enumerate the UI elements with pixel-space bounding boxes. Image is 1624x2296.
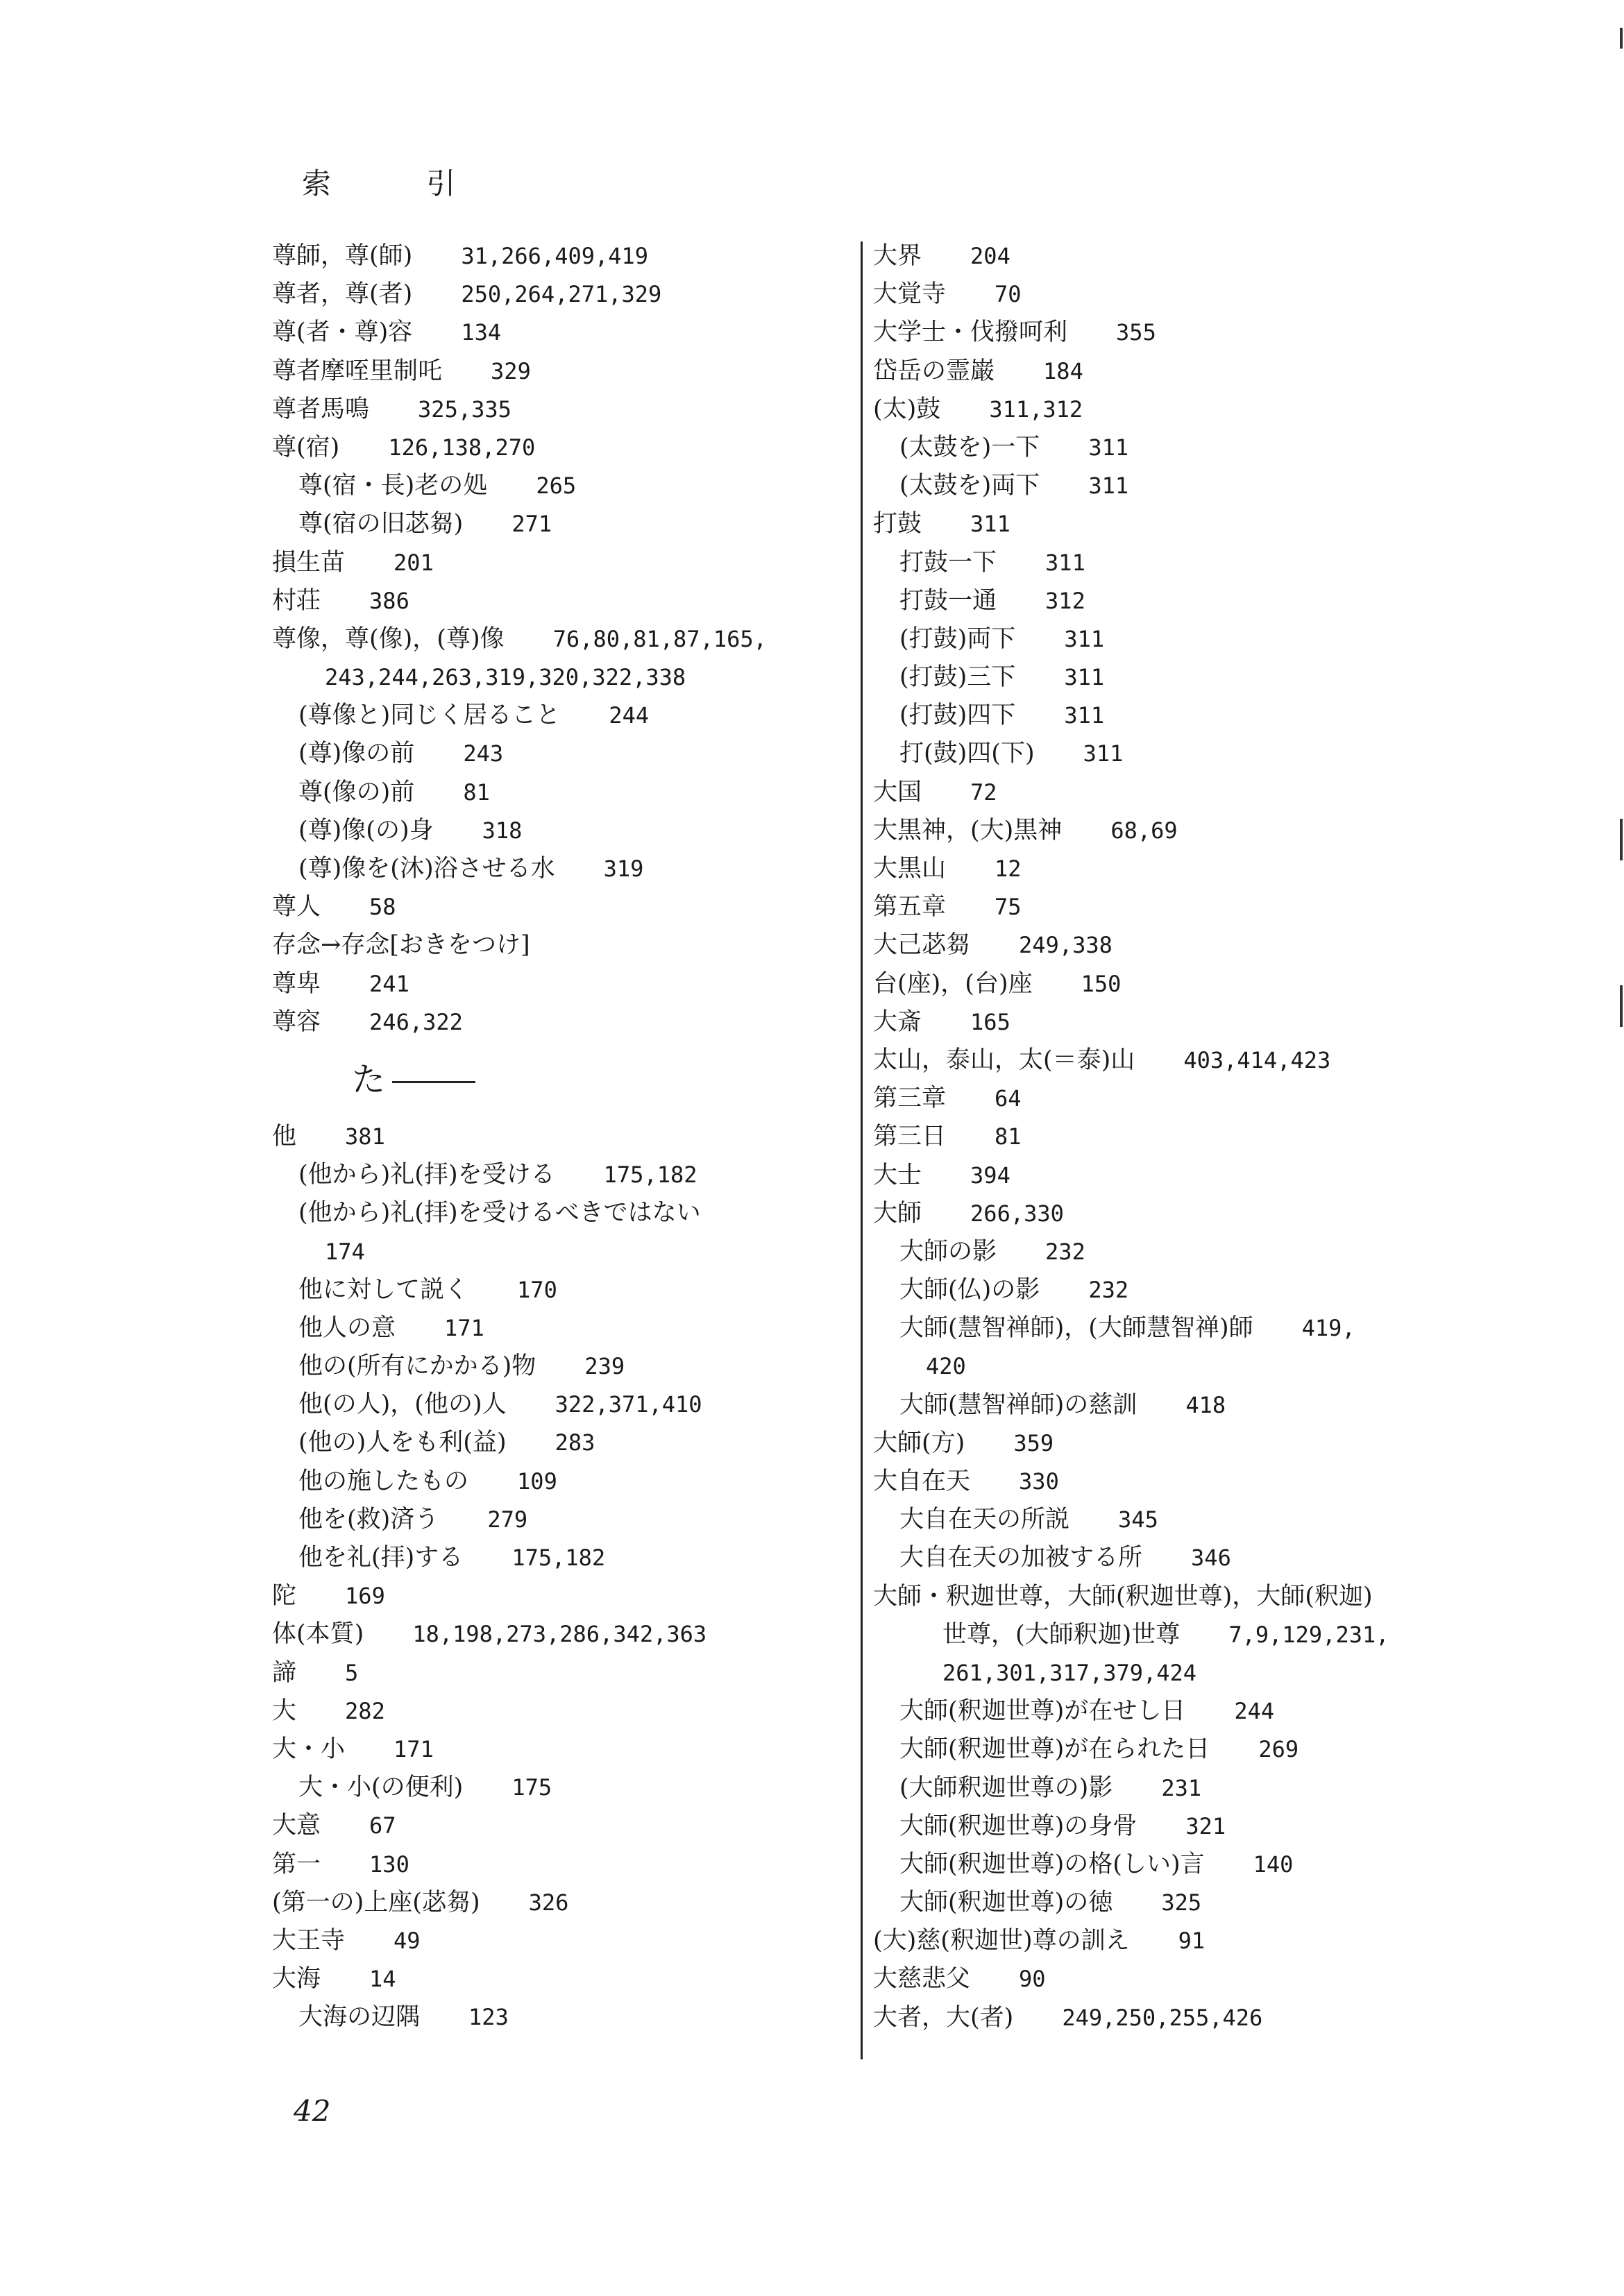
index-term: 大海の辺隅 <box>298 2003 421 2032</box>
index-entry <box>873 1769 1449 1808</box>
index-entry <box>272 620 848 658</box>
index-term: 大師(慧智禅師)の慈訓 <box>899 1391 1137 1419</box>
index-term: (太鼓を)一下 <box>899 433 1040 461</box>
index-entry <box>873 1347 1449 1386</box>
index-entry <box>873 391 1449 429</box>
index-pages: 165 <box>970 1008 1010 1035</box>
index-term: 尊(宿・長)老の処 <box>298 472 488 500</box>
index-entry <box>873 1118 1449 1156</box>
index-term: 打鼓一通 <box>899 586 997 615</box>
index-term: 岱岳の霊巌 <box>873 357 995 385</box>
index-term: 尊者馬鳴 <box>272 395 370 423</box>
index-term: 尊(宿の旧苾芻) <box>298 510 464 538</box>
index-pages: 319 <box>603 856 644 882</box>
index-term: 大師 <box>873 1199 922 1227</box>
index-entry <box>272 1347 848 1386</box>
index-entry <box>272 1846 848 1884</box>
index-term: 尊卑 <box>272 969 321 998</box>
index-term: 村荘 <box>272 586 321 615</box>
index-pages: 171 <box>394 1735 434 1762</box>
index-term: 大黒神，(大)黒神 <box>873 816 1063 844</box>
index-pages: 241 <box>369 970 409 997</box>
index-entry <box>272 391 848 429</box>
index-term: (太)鼓 <box>873 395 941 423</box>
index-entry <box>272 1118 848 1156</box>
index-pages: 123 <box>468 2004 509 2031</box>
index-term: 体(本質) <box>272 1620 364 1649</box>
index-entry <box>873 1539 1449 1577</box>
index-entry <box>873 1960 1449 1998</box>
index-term: 他の施したもの <box>298 1467 469 1495</box>
index-entry <box>272 812 848 850</box>
index-pages: 419, <box>1301 1315 1355 1342</box>
index-entry <box>272 1386 848 1424</box>
index-entry <box>272 697 848 735</box>
index-entry <box>873 429 1449 467</box>
index-term: 大士 <box>873 1161 922 1189</box>
index-pages: 239 <box>584 1353 625 1380</box>
index-term: 大慈悲父 <box>873 1965 971 1993</box>
index-entry <box>873 888 1449 926</box>
index-entry <box>873 314 1449 352</box>
section-heading-label: た <box>352 1060 386 1099</box>
index-pages: 70 <box>995 281 1022 308</box>
index-pages: 271 <box>511 511 552 538</box>
index-term: 太山，泰山，太(＝泰)山 <box>873 1046 1135 1074</box>
page-header: 索 引 <box>302 167 499 201</box>
index-entry <box>272 1424 848 1462</box>
index-entry <box>272 314 848 352</box>
index-term: 諦 <box>272 1658 297 1687</box>
index-pages: 170 <box>517 1276 557 1303</box>
index-entry <box>873 1730 1449 1769</box>
index-term: 大師(釈迦世尊)の身骨 <box>899 1812 1137 1840</box>
index-pages: 311 <box>970 511 1010 538</box>
index-term: 尊(像の)前 <box>298 778 415 806</box>
index-pages: 232 <box>1045 1238 1085 1265</box>
index-pages: 279 <box>487 1506 528 1533</box>
index-entry <box>873 1425 1449 1463</box>
index-entry <box>272 965 848 1003</box>
index-term: 尊者摩咥里制吒 <box>272 357 443 385</box>
index-entry <box>272 658 848 697</box>
index-pages: 325,335 <box>418 396 511 423</box>
index-entry <box>873 1041 1449 1080</box>
index-entry <box>873 1157 1449 1195</box>
index-column-right <box>873 237 1449 2037</box>
index-term: (尊像と)同じく居ること <box>298 701 561 730</box>
index-pages: 346 <box>1191 1545 1231 1572</box>
index-term: (他の)人をも利(益) <box>298 1429 507 1457</box>
index-pages: 321 <box>1185 1812 1226 1839</box>
index-term: 大自在天の加被する所 <box>899 1544 1143 1572</box>
index-term: 大師の影 <box>899 1237 997 1266</box>
index-pages: 322,371,410 <box>555 1391 702 1418</box>
index-entry <box>272 888 848 926</box>
index-entry <box>873 1578 1449 1616</box>
index-pages: 269 <box>1258 1736 1299 1763</box>
index-term: 大界 <box>873 242 922 270</box>
index-pages: 91 <box>1178 1928 1206 1955</box>
index-entry <box>272 735 848 773</box>
index-entry <box>272 926 848 964</box>
index-term: 大国 <box>873 778 922 806</box>
index-pages: 72 <box>970 779 997 806</box>
index-entry <box>873 1233 1449 1271</box>
index-pages: 134 <box>461 319 502 346</box>
index-entry <box>272 1998 848 2036</box>
index-entry <box>873 1501 1449 1539</box>
index-term: 他人の意 <box>298 1313 396 1342</box>
index-entry <box>272 1233 848 1271</box>
index-pages: 68,69 <box>1110 817 1178 844</box>
section-rule <box>392 1081 475 1083</box>
index-term: 大自在天 <box>873 1468 971 1495</box>
index-term: 大己苾芻 <box>873 931 971 960</box>
index-term: 世尊，(大師釈迦)世尊 <box>942 1620 1181 1649</box>
index-entry <box>873 1463 1449 1501</box>
index-term: 尊師，尊(師) <box>272 242 413 270</box>
index-pages: 18,198,273,286,342,363 <box>412 1621 707 1648</box>
column-divider <box>861 241 863 2059</box>
index-pages: 329 <box>491 357 531 384</box>
index-pages: 175,182 <box>511 1545 606 1571</box>
index-entry <box>873 697 1449 735</box>
index-term: 他の(所有にかかる)物 <box>298 1352 536 1381</box>
index-pages: 76,80,81,87,165, <box>552 625 767 652</box>
index-pages: 58 <box>369 894 396 921</box>
index-term: 大学士・伐撥呵利 <box>873 318 1068 347</box>
index-entry <box>272 1501 848 1539</box>
index-entry <box>272 1577 848 1615</box>
index-entry <box>272 1884 848 1922</box>
index-entry <box>272 1960 848 1998</box>
index-pages: 175,182 <box>603 1162 697 1189</box>
index-pages: 171 <box>444 1314 484 1341</box>
index-term: (尊)像を(沐)浴させる水 <box>298 855 555 883</box>
index-term: 第五章 <box>873 893 947 921</box>
index-term: 大自在天の所説 <box>899 1506 1070 1534</box>
index-term: (他から)礼(拝)を受けるべきではない <box>298 1199 701 1227</box>
index-term: 尊像，尊(像)，(尊)像 <box>272 624 505 653</box>
index-pages: 175 <box>511 1774 552 1801</box>
index-entry <box>873 812 1449 850</box>
section-heading <box>272 1041 848 1118</box>
index-entry <box>873 544 1449 582</box>
index-term: (大)慈(釈迦世)尊の訓え <box>873 1927 1130 1955</box>
index-entry <box>873 1922 1449 1960</box>
index-term: (尊)像(の)身 <box>298 816 434 844</box>
index-term: 存念→存念[おきをつけ] <box>272 931 530 960</box>
index-pages: 81 <box>463 779 490 806</box>
index-term: 打鼓一下 <box>899 548 997 577</box>
index-term: 尊(宿) <box>272 433 340 461</box>
index-entry <box>873 352 1449 391</box>
index-term: (大師釈迦世尊の)影 <box>899 1774 1113 1802</box>
index-pages: 311 <box>1045 549 1085 576</box>
index-pages: 67 <box>369 1812 396 1839</box>
index-term: 大師(方) <box>873 1429 965 1457</box>
index-column-left <box>272 237 848 2036</box>
index-term: (打鼓)両下 <box>899 624 1016 653</box>
index-term: 台(座)，(台)座 <box>873 969 1033 998</box>
index-term: (打鼓)三下 <box>899 663 1016 692</box>
index-entry <box>873 1999 1449 2037</box>
index-entry <box>272 505 848 543</box>
index-pages: 14 <box>369 1966 396 1993</box>
index-pages: 355 <box>1116 319 1156 346</box>
index-entry <box>272 1003 848 1041</box>
index-pages: 231 <box>1161 1774 1202 1801</box>
index-entry <box>873 467 1449 505</box>
index-pages: 261,301,317,379,424 <box>942 1659 1197 1686</box>
index-entry <box>272 352 848 391</box>
index-entry <box>272 1271 848 1309</box>
index-pages: 311 <box>1064 664 1105 691</box>
index-entry <box>272 429 848 467</box>
index-pages: 232 <box>1088 1277 1129 1304</box>
index-entry <box>873 1195 1449 1233</box>
index-pages: 90 <box>1019 1966 1046 1993</box>
index-pages: 418 <box>1185 1391 1226 1418</box>
index-term: 大師(慧智禅師)，(大師慧智禅)師 <box>899 1314 1253 1343</box>
index-term: 大意 <box>272 1812 321 1840</box>
index-term: 打鼓 <box>873 510 922 538</box>
index-entry <box>272 1539 848 1577</box>
index-term: (太鼓を)両下 <box>899 472 1040 500</box>
index-pages: 403,414,423 <box>1183 1046 1331 1073</box>
index-pages: 381 <box>345 1123 385 1150</box>
index-term: 大師(釈迦世尊)の格(しい)言 <box>899 1850 1205 1878</box>
index-pages: 326 <box>528 1889 569 1916</box>
index-pages: 75 <box>995 894 1022 921</box>
index-entry <box>272 544 848 582</box>
index-entry <box>272 1654 848 1692</box>
index-pages: 311 <box>1088 434 1129 461</box>
index-pages: 246,322 <box>369 1008 463 1035</box>
index-pages: 174 <box>325 1238 365 1265</box>
index-entry <box>272 1194 848 1232</box>
index-entry <box>272 1463 848 1501</box>
index-entry <box>272 1922 848 1960</box>
index-pages: 249,338 <box>1019 932 1113 959</box>
index-pages: 311 <box>1088 473 1129 500</box>
index-term: 損生苗 <box>272 548 346 577</box>
index-entry <box>873 850 1449 888</box>
index-term: 第三章 <box>873 1085 947 1113</box>
index-term: 尊者，尊(者) <box>272 280 413 309</box>
index-pages: 386 <box>369 587 409 614</box>
index-term: 第三日 <box>873 1123 947 1151</box>
index-entry <box>272 1309 848 1347</box>
index-term: 尊人 <box>272 893 321 921</box>
index-pages: 126,138,270 <box>388 434 536 461</box>
index-entry <box>873 1386 1449 1425</box>
index-pages: 250,264,271,329 <box>461 281 662 308</box>
index-pages: 266,330 <box>970 1200 1064 1227</box>
index-pages: 283 <box>555 1429 595 1456</box>
index-pages: 318 <box>482 817 523 844</box>
index-pages: 64 <box>995 1085 1022 1112</box>
index-term: 大黒山 <box>873 855 947 883</box>
index-pages: 5 <box>345 1659 359 1686</box>
index-pages: 311 <box>1064 625 1105 652</box>
index-term: 陀 <box>272 1582 297 1610</box>
index-pages: 249,250,255,426 <box>1062 2004 1263 2031</box>
index-entry <box>873 1309 1449 1347</box>
index-entry <box>873 965 1449 1003</box>
index-term: 尊(者・尊)容 <box>272 318 413 347</box>
index-entry <box>272 275 848 314</box>
index-entry <box>873 1080 1449 1118</box>
index-term: 大王寺 <box>272 1926 346 1955</box>
index-entry <box>272 1692 848 1730</box>
index-term: 大斎 <box>873 1007 922 1036</box>
index-term: 大師・釈迦世尊，大師(釈迦世尊)，大師(釈迦) <box>873 1582 1373 1610</box>
index-term: 他に対して説く <box>298 1275 469 1304</box>
index-entry <box>873 1271 1449 1309</box>
index-term: 尊容 <box>272 1007 321 1036</box>
index-entry <box>873 275 1449 314</box>
index-entry <box>272 1156 848 1194</box>
index-entry <box>873 1003 1449 1041</box>
index-pages: 49 <box>394 1927 421 1954</box>
index-term: 大覚寺 <box>873 280 947 309</box>
page-number: 42 <box>294 2094 331 2128</box>
index-term: 他を礼(拝)する <box>298 1544 464 1572</box>
index-entry <box>873 620 1449 658</box>
index-pages: 7,9,129,231, <box>1228 1621 1389 1648</box>
index-entry <box>272 774 848 812</box>
index-entry <box>272 582 848 620</box>
index-pages: 359 <box>1013 1429 1054 1456</box>
index-pages: 109 <box>517 1468 557 1495</box>
index-term: 大師(釈迦世尊)が在せし日 <box>899 1697 1186 1726</box>
index-pages: 420 <box>926 1353 966 1380</box>
index-entry <box>873 735 1449 773</box>
index-entry <box>873 1654 1449 1692</box>
index-pages: 169 <box>345 1583 385 1610</box>
index-term: 大師(仏)の影 <box>899 1276 1040 1304</box>
index-entry <box>873 1616 1449 1654</box>
index-pages: 311 <box>1064 702 1105 729</box>
index-entry <box>873 926 1449 964</box>
index-entry <box>272 467 848 505</box>
index-pages: 311,312 <box>989 396 1083 423</box>
index-entry <box>873 1884 1449 1922</box>
index-entry <box>272 1769 848 1807</box>
index-pages: 243,244,263,319,320,322,338 <box>325 664 686 691</box>
index-term: 第一 <box>272 1850 321 1878</box>
index-entry <box>272 850 848 888</box>
index-pages: 184 <box>1043 357 1083 384</box>
index-pages: 140 <box>1253 1851 1294 1878</box>
index-term: 大師(釈迦世尊)の徳 <box>899 1889 1113 1917</box>
index-entry <box>272 1730 848 1769</box>
index-term: 他(の人)，(他の)人 <box>298 1391 507 1419</box>
index-pages: 12 <box>995 856 1022 882</box>
index-pages: 150 <box>1081 970 1122 997</box>
index-pages: 204 <box>970 243 1010 269</box>
index-pages: 31,266,409,419 <box>461 243 649 269</box>
scan-edge-mark <box>1620 28 1623 49</box>
index-pages: 311 <box>1083 740 1124 767</box>
index-entry <box>873 505 1449 543</box>
index-term: 大・小 <box>272 1735 346 1763</box>
index-term: 大・小(の便利) <box>298 1774 464 1802</box>
index-entry <box>873 1808 1449 1846</box>
index-pages: 330 <box>1019 1468 1059 1495</box>
index-term: (第一の)上座(苾芻) <box>272 1888 480 1916</box>
index-term: 大師(釈迦世尊)が在られた日 <box>899 1735 1210 1764</box>
index-pages: 244 <box>609 702 650 729</box>
index-term: (打鼓)四下 <box>899 701 1016 730</box>
index-term: (他から)礼(拝)を受ける <box>298 1161 555 1189</box>
index-entry <box>873 658 1449 697</box>
scan-edge-mark <box>1620 819 1623 860</box>
index-entry <box>873 1692 1449 1730</box>
index-term: 大者，大(者) <box>873 2003 1014 2032</box>
index-term: 大海 <box>272 1965 321 1993</box>
index-term: 打(鼓)四(下) <box>899 740 1035 768</box>
index-pages: 325 <box>1161 1889 1202 1916</box>
index-entry <box>873 237 1449 275</box>
index-entry <box>873 774 1449 812</box>
index-entry <box>272 237 848 275</box>
scan-edge-mark <box>1620 985 1623 1027</box>
index-term: 他 <box>272 1122 297 1150</box>
index-pages: 265 <box>536 473 577 500</box>
index-pages: 345 <box>1118 1506 1158 1533</box>
index-entry <box>272 1807 848 1845</box>
index-term: 大 <box>272 1697 297 1725</box>
index-entry <box>873 1846 1449 1884</box>
index-pages: 201 <box>394 549 434 576</box>
index-pages: 244 <box>1234 1698 1275 1725</box>
index-term: (尊)像の前 <box>298 740 415 768</box>
index-pages: 394 <box>970 1162 1010 1189</box>
index-pages: 130 <box>369 1851 409 1878</box>
index-pages: 81 <box>995 1123 1022 1150</box>
index-pages: 312 <box>1045 587 1085 614</box>
index-term: 他を(救)済う <box>298 1505 439 1533</box>
index-pages: 282 <box>345 1697 385 1724</box>
index-pages: 243 <box>463 740 504 767</box>
index-entry <box>272 1615 848 1653</box>
index-entry <box>873 582 1449 620</box>
